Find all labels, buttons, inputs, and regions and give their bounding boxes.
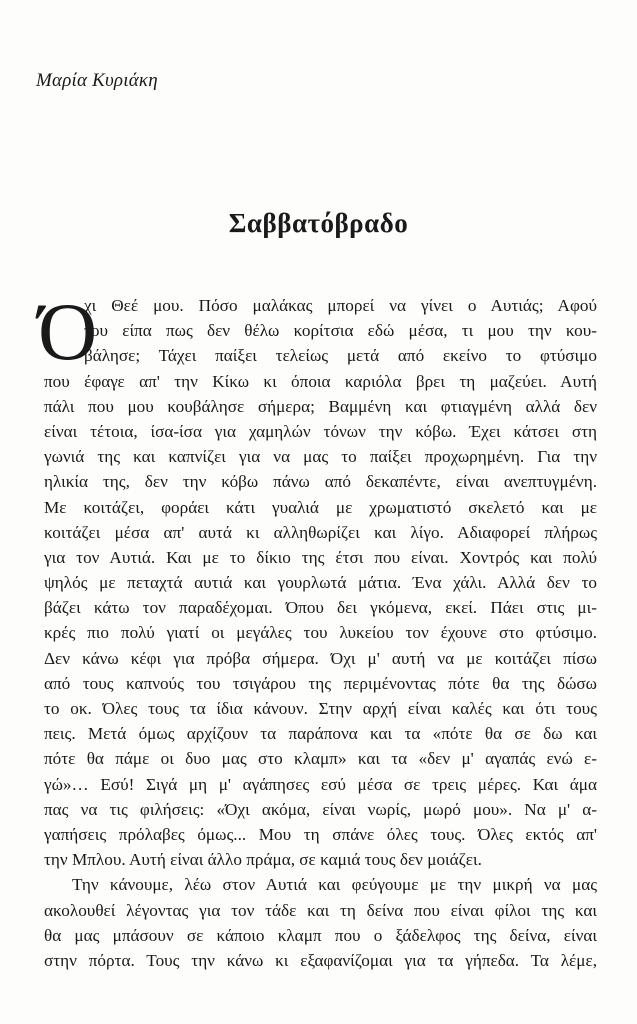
text-line: για τον Αυτιά. Και με το δίκιο της έτσι που είναι. Χοντρός και πολύ bbox=[44, 547, 597, 567]
text-line: το οκ. Όλες τους τα ίδια κάνουν. Στην αρχή είναι καλές και ότι τους bbox=[44, 699, 597, 718]
text-line: Την κάνουμε, λέω στον Αυτιά και φεύγουμε με την μικρή να μας bbox=[72, 875, 597, 895]
text-line: ψηλός με πεταχτά αυτιά και γουρλωτά μάτια. Ένα χάλι. Αλλά δεν το bbox=[44, 573, 597, 593]
text-line: ηλικία της, δεν την κόβω πάνω από δεκαπέντε, είναι ανεπτυγμένη. bbox=[44, 472, 597, 492]
chapter-title: Σαββατόβραδο bbox=[228, 208, 409, 238]
text-line: από τους καπνούς του τσιγάρου της περιμένοντας πότε θα της δώσω bbox=[44, 673, 597, 693]
text-line: Με κοιτάζει, φοράει κάτι γυαλιά με χρωματιστό σκελετό και με bbox=[44, 497, 597, 517]
text-line: πάλι που μου κουβάλησε σήμερα; Βαμμένη και φτιαγμένη αλλά δεν bbox=[44, 396, 597, 416]
text-line: στην πόρτα. Τους την κάνω κι εξαφανίζομαι για τα γήπεδα. Τα λέμε, bbox=[44, 950, 597, 970]
text-line: γώ»… Εσύ! Σιγά μη μ' αγάπησες εσύ μέσα σε τρεις μέρες. Και άμα bbox=[44, 774, 597, 794]
text-line: πας να τις φιλήσεις: «Όχι ακόμα, είναι νωρίς, μωρό μου». Να μ' α- bbox=[44, 799, 597, 819]
text-line: χι Θεέ μου. Πόσο μαλάκας μπορεί να γίνει ο Αυτιάς; Αφού bbox=[84, 296, 597, 315]
text-line: θα μας μπάσουν σε κάποιο κλαμπ που ο ξάδελφος της δείνα, είναι bbox=[44, 925, 597, 945]
text-line: γωνιά της και καπνίζει για να μας το παίξει προχωρημένη. Για την bbox=[44, 447, 597, 467]
text-line: πεις. Μετά όμως αρχίζουν τα παράπονα και τα «πότε θα σε δω και bbox=[44, 724, 597, 744]
text-line: ακολουθεί λέγοντας για τον τάδε και τη δείνα που είναι φίλοι της και bbox=[44, 900, 597, 920]
text-line: Δεν κάνω κέφι για πρόβα σήμερα. Όχι μ' αυτή να με κοιτάζει πίσω bbox=[44, 648, 597, 668]
text-line: κοιτάζει μέσα απ' αυτά κι αλληθωρίζει και λίγο. Αδιαφορεί πλήρως bbox=[44, 522, 597, 542]
text-line: που έφαγε απ' την Κίκω κι όποια καριόλα βρει τη μαζεύει. Αυτή bbox=[44, 371, 597, 391]
text-line: βάζει κάτω τον παραδέχομαι. Όπου δει γκόμενα, εκεί. Πάει στις μι- bbox=[44, 598, 597, 618]
text-line: πότε θα πάμε οι δυο μας στο κλαμπ» και τα «δεν μ' αγαπάς ενώ ε- bbox=[44, 749, 597, 769]
text-line: γαπήσεις πρόλαβες όμως... Μου τη σπάνε όλες τους. Όλες εκτός απ' bbox=[44, 824, 597, 844]
author-name: Μαρία Κυριάκη bbox=[36, 70, 158, 91]
drop-cap-letter: Ό bbox=[38, 286, 98, 377]
body-text bbox=[44, 293, 597, 973]
text-line: είναι τέτοια, ίσα-ίσα για χαμηλών τόνων την κόβω. Έχει κάτσει στη bbox=[44, 421, 597, 441]
text-line: την Μπλου. Αυτή είναι άλλο πράμα, σε καμιά τους δεν μοιάζει. bbox=[44, 850, 482, 870]
text-line: κρές πιο πολύ γιατί οι μεγάλες του λυκείου τον έχουνε στο φτύσιμο. bbox=[44, 623, 597, 643]
text-line: του είπα πως δεν θέλω κορίτσια εδώ μέσα, τι μου την κου- bbox=[84, 321, 597, 341]
text-line: βάλησε; Τάχει παίξει τελείως μετά από εκείνο το φτύσιμο bbox=[84, 346, 597, 366]
